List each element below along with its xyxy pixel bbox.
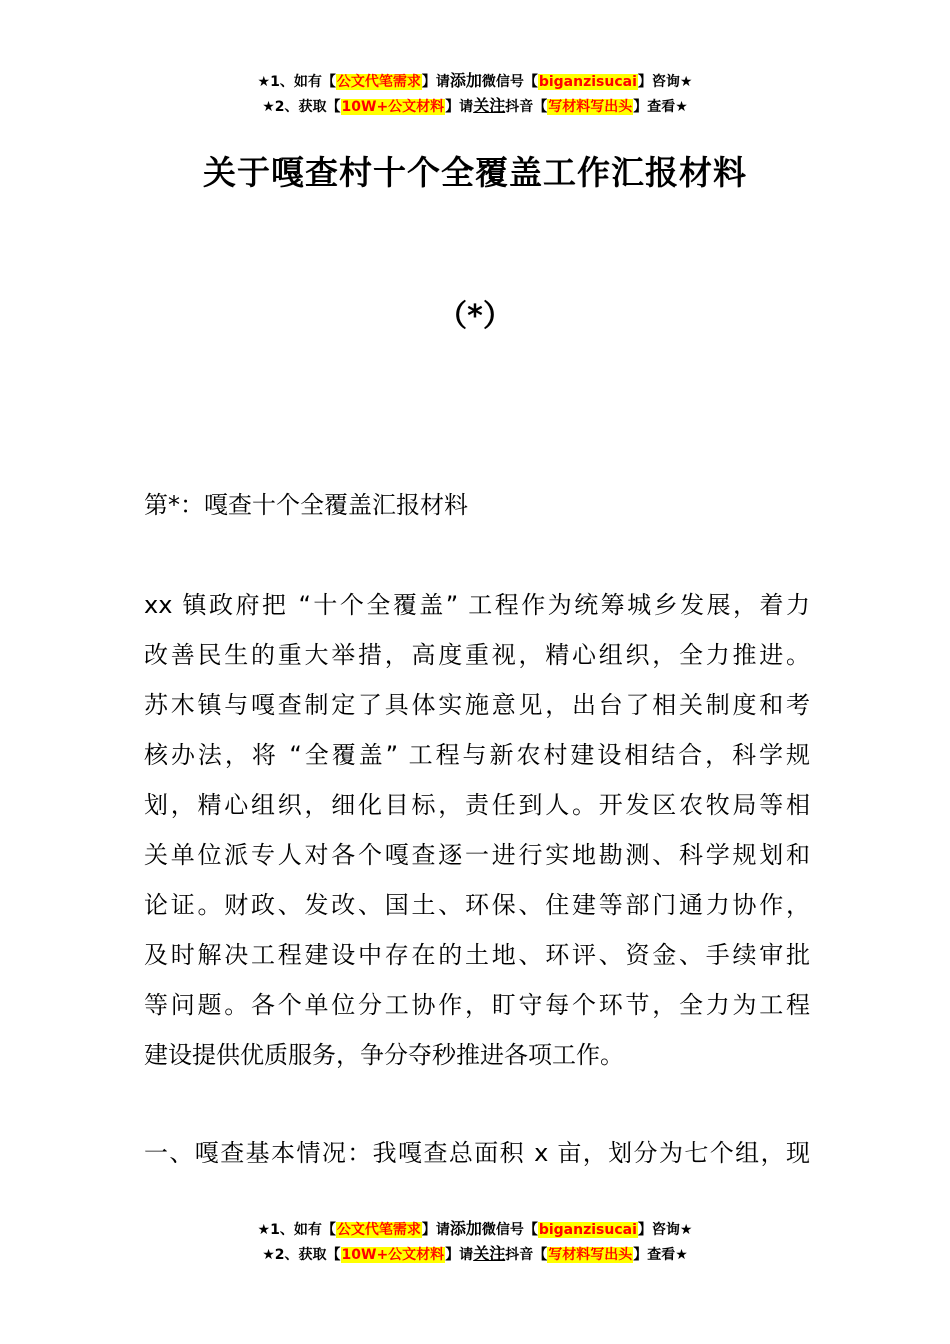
banner-text: 微信号【 (481, 74, 538, 90)
paragraph-line: 改善民生的重大举措，高度重视，精心组织，全力推进。 (144, 641, 810, 669)
highlight-douyin: 写材料写出头 (548, 99, 633, 115)
section-heading: 第*：嘎查十个全覆盖汇报材料 (144, 491, 468, 519)
highlight-wechat-id: biganzisucai (538, 1222, 637, 1238)
banner-emphasis: 关注 (473, 96, 506, 115)
banner-text: ★1、如有【 (257, 74, 336, 90)
banner-text: 抖音【 (505, 99, 548, 115)
paragraph-line: xx 镇政府把 “十个全覆盖” 工程作为统筹城乡发展，着力 (144, 591, 810, 619)
document-title: 关于嘎查村十个全覆盖工作汇报材料 (203, 153, 747, 192)
banner-text: ★2、获取【 (262, 1247, 341, 1263)
banner-text: 】查看★ (633, 1247, 688, 1263)
document-subtitle: （*） (437, 299, 513, 334)
banner-text: ★2、获取【 (262, 99, 341, 115)
banner-emphasis: 添加 (449, 1219, 482, 1238)
paragraph-line: 建设提供优质服务，争分夺秒推进各项工作。 (144, 1041, 624, 1069)
highlight-wechat-id: biganzisucai (538, 74, 637, 90)
highlight-service: 公文代笔需求 (336, 1222, 421, 1238)
banner-line-1 (0, 1217, 950, 1242)
banner-text: 】请 (445, 99, 474, 115)
banner-text: 】咨询★ (637, 74, 693, 90)
banner-text: 】请 (421, 74, 450, 90)
banner-text: ★1、如有【 (257, 1222, 336, 1238)
banner-text: 】请 (445, 1247, 474, 1263)
body-paragraph (144, 580, 810, 1080)
banner-text: 抖音【 (505, 1247, 548, 1263)
banner-text: 】请 (421, 1222, 450, 1238)
banner-line-2 (0, 94, 950, 119)
banner-text: 】查看★ (633, 99, 688, 115)
banner-line-1 (0, 69, 950, 94)
highlight-douyin: 写材料写出头 (548, 1247, 633, 1263)
banner-line-2 (0, 1242, 950, 1267)
banner-text: 】咨询★ (637, 1222, 693, 1238)
paragraph-line: 划，精心组织，细化目标，责任到人。开发区农牧局等相 (144, 791, 810, 819)
highlight-service: 公文代笔需求 (336, 74, 421, 90)
paragraph-line: 论证。财政、发改、国土、环保、住建等部门通力协作， (144, 891, 810, 919)
paragraph-line: 及时解决工程建设中存在的土地、环评、资金、手续审批 (144, 941, 810, 969)
paragraph-line: 核办法，将 “全覆盖” 工程与新农村建设相结合，科学规 (144, 741, 810, 769)
banner-text: 微信号【 (481, 1222, 538, 1238)
highlight-materials: 10W+公文材料 (341, 1247, 445, 1263)
banner-emphasis: 添加 (449, 71, 482, 90)
banner-emphasis: 关注 (473, 1244, 506, 1263)
paragraph-line: 苏木镇与嘎查制定了具体实施意见，出台了相关制度和考 (144, 691, 810, 719)
paragraph-line: 等问题。各个单位分工协作，盯守每个环节，全力为工程 (144, 991, 810, 1019)
footer-banner (0, 1217, 950, 1267)
item-one-paragraph: 一、嘎查基本情况：我嘎查总面积 x 亩，划分为七个组，现 (144, 1139, 810, 1167)
highlight-materials: 10W+公文材料 (341, 99, 445, 115)
paragraph-line: 关单位派专人对各个嘎查逐一进行实地勘测、科学规划和 (144, 841, 810, 869)
header-banner (0, 69, 950, 119)
